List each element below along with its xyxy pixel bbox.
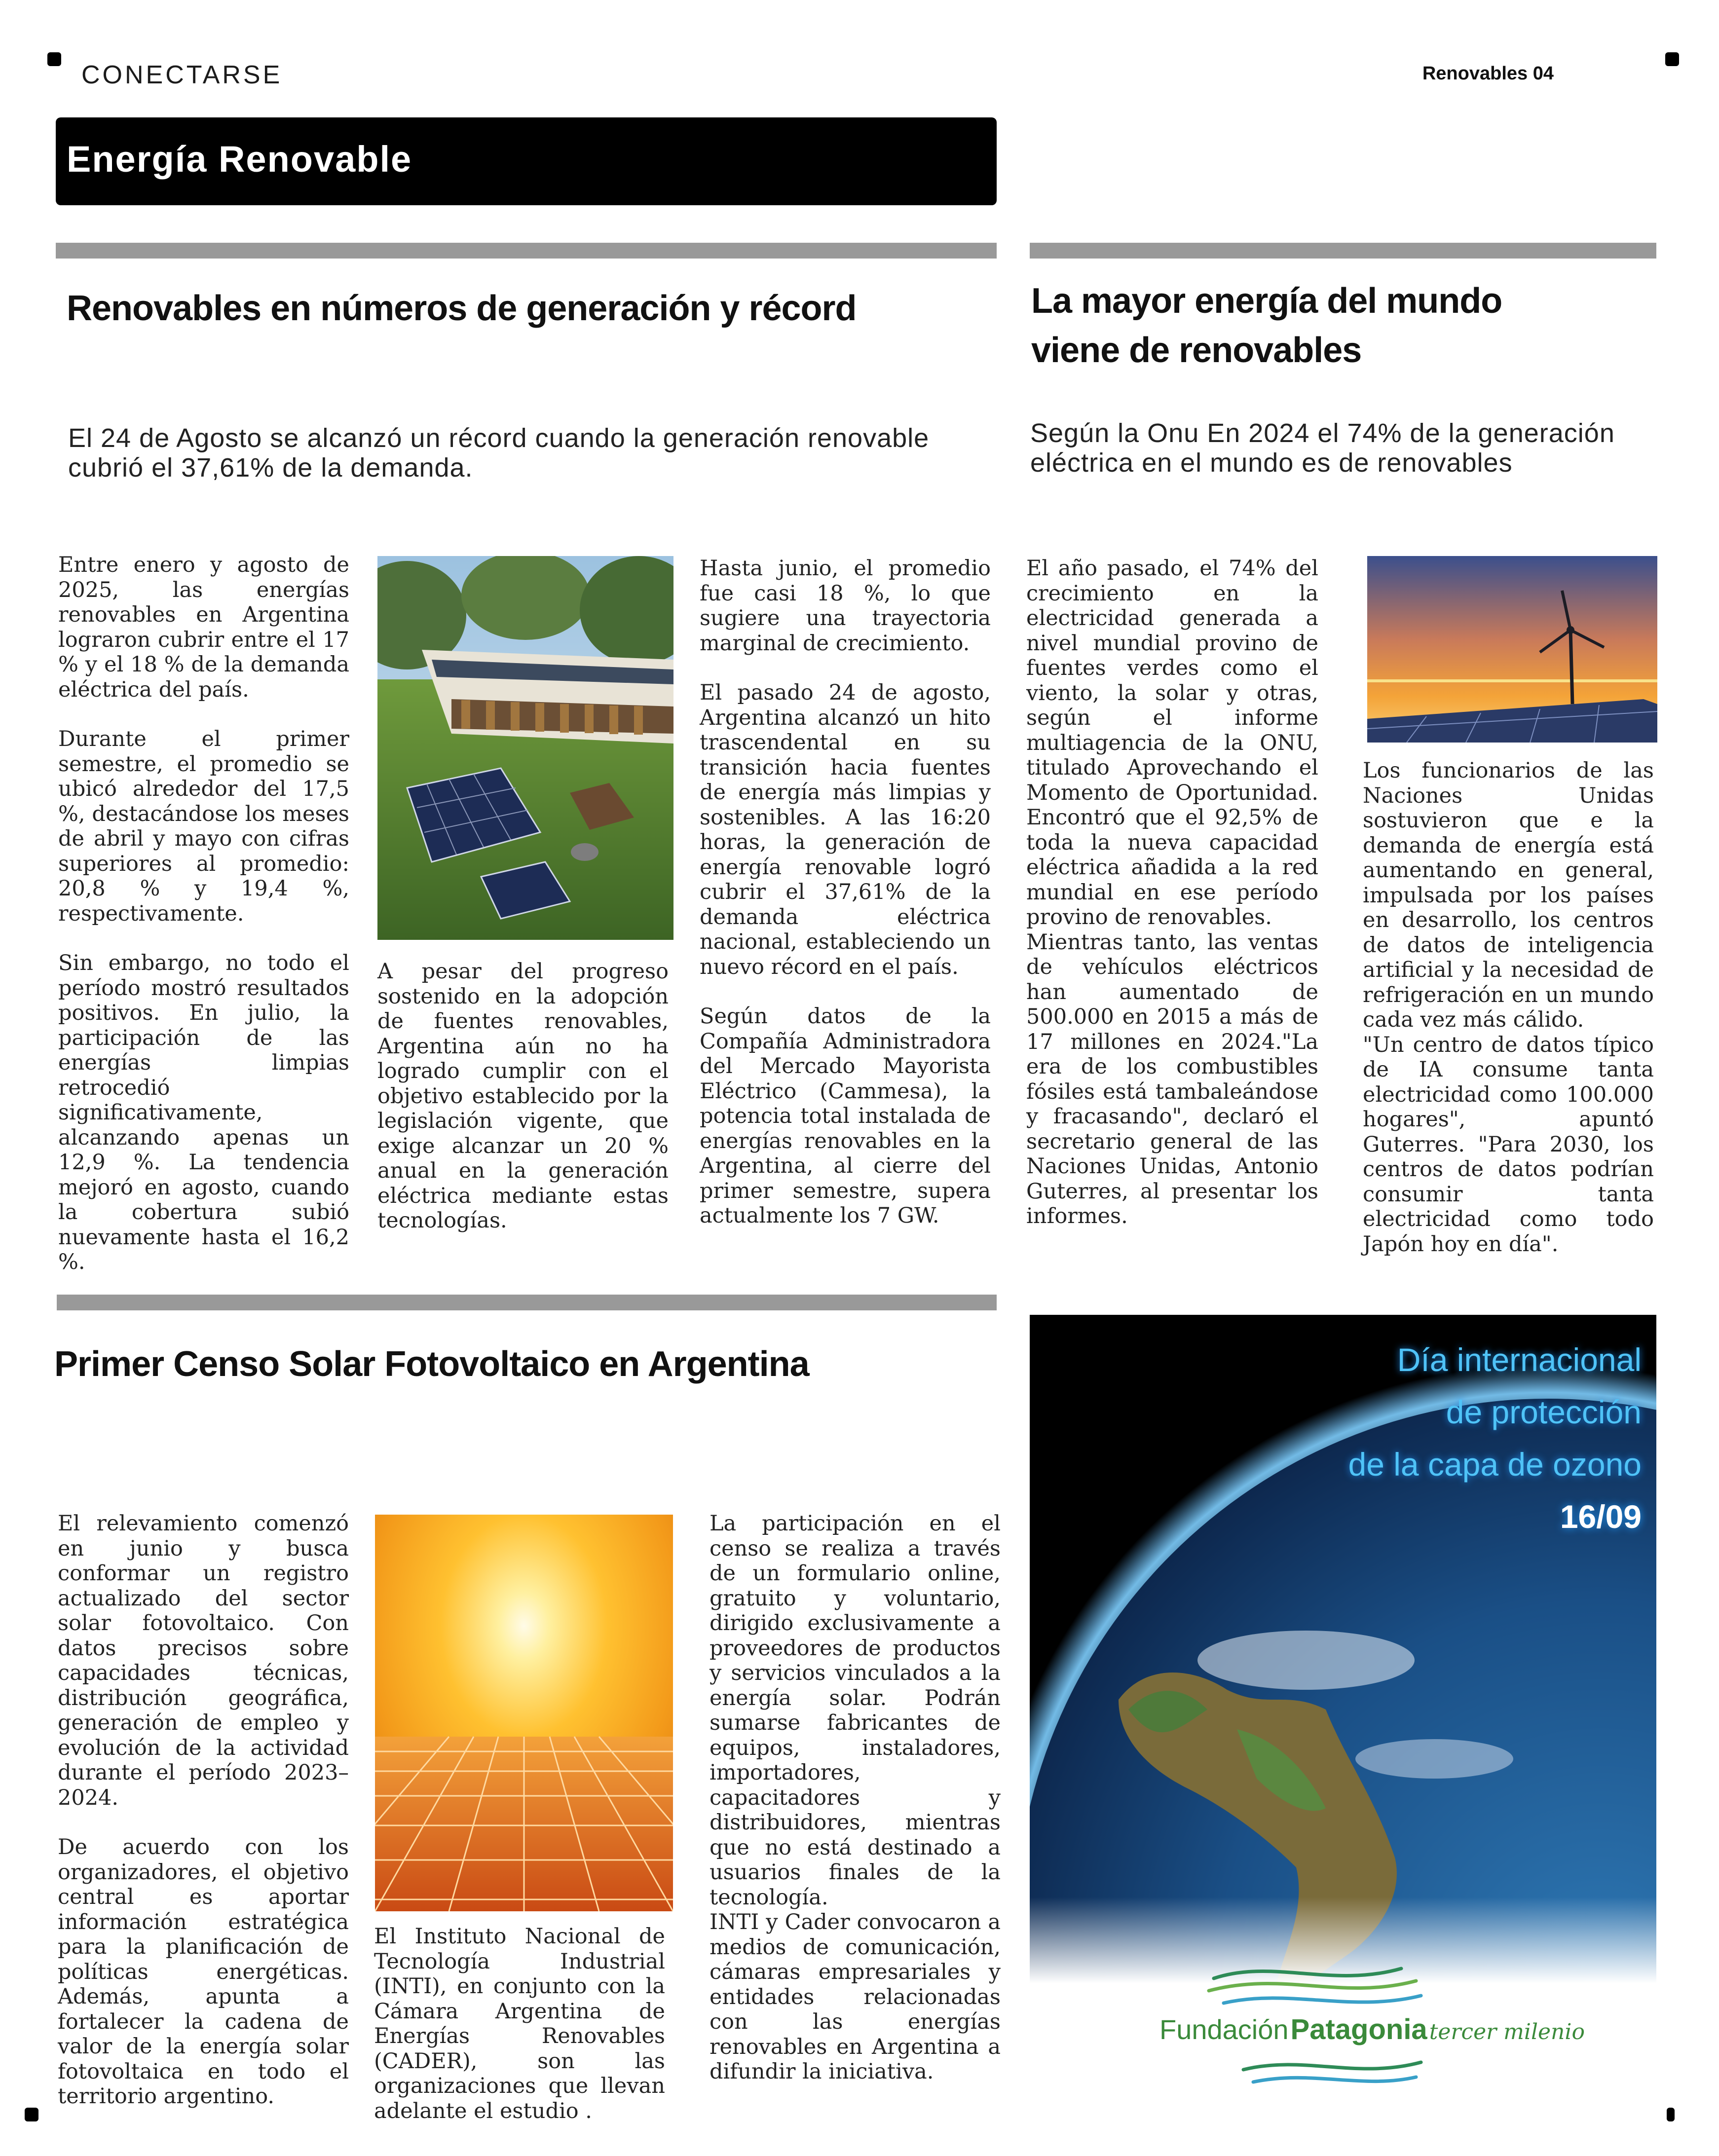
page-label: Renovables 04 (1422, 63, 1554, 84)
article3-column3 (710, 1511, 1001, 2109)
fundacion-patagonia-logo (1125, 1949, 1585, 2097)
rule-article1 (56, 243, 997, 259)
article1-title: Renovables en números de generación y récord (67, 289, 857, 328)
article1-col1-p3: Sin embargo, no todo el período mostró resultados positivos. En julio, la participación de las energías limpias retrocedió significativamente, alcanzando apenas un 12,9 %. La tendencia mejoró en agosto, cuando la cobertura subió nuevamente hasta el 16,2 %. (58, 951, 349, 1274)
org-name: Patagonia (1290, 2013, 1427, 2045)
banner-line3: de la capa de ozono (1348, 1446, 1642, 1483)
article3-col2-p1: El Instituto Nacional de Tecnología Industrial (INTI), en conjunto con la Cámara Argentina de Energías Renovables (CADER), son las organizaciones que llevan adelante el estudio . (374, 1924, 665, 2123)
article1-column1 (58, 553, 349, 1300)
corner-mark-bottom-left (25, 2108, 38, 2121)
wind-turbine-illustration (1367, 556, 1657, 743)
article2-col2-p1: Los funcionarios de las Naciones Unidas sostuvieron que e la demanda de energía está aumentando en general, impulsada por los países en desarrollo, los centros de datos de inteligencia artificial y la necesidad de refrigeración en un mundo cada vez más cálido. (1363, 758, 1654, 1032)
sun-solar-panels-photo (375, 1515, 673, 1911)
section-title: Energía Renovable (67, 139, 412, 180)
corner-mark-top-right (1665, 52, 1679, 66)
article2-col2-p2: "Un centro de datos típico de IA consume tanta electricidad como 100.000 hogares", apuntó Guterres. "Para 2030, los centros de datos podrían consumir tanta electricidad como todo Japón hoy en día". (1363, 1032, 1654, 1257)
solar-building-illustration (377, 556, 673, 940)
article3-col3-p2: INTI y Cader convocaron a medios de comunicación, cámaras empresariales y entidades relacionadas con las energías renovables en Argentina a difundir la iniciativa. (710, 1910, 1001, 2084)
article1-col1-p1: Entre enero y agosto de 2025, las energías renovables en Argentina lograron cubrir entre el 17 % y el 18 % de la demanda eléctrica del país. (58, 553, 349, 702)
banner-line1: Día internacional (1397, 1341, 1642, 1378)
article2-lead: Según la Onu En 2024 el 74% de la generación eléctrica en el mundo es de renovables (1030, 418, 1615, 478)
article3-col1-p2: De acuerdo con los organizadores, el objetivo central es aportar información estratégica para la planificación de políticas energéticas. Además, apunta a fortalecer la cadena de valor de la energía solar fotovoltaica en todo el territorio argentino. (58, 1835, 349, 2109)
article1-column2 (377, 959, 669, 1258)
article2-col1-p1: El año pasado, el 74% del crecimiento en la electricidad generada a nivel mundial provino de fuentes verdes como el viento, la solar y otras, según el informe multiagencia de la ONU, titulado Aprovechando el Momento de Oportunidad. Encontró que el 92,5% de toda la nueva capacidad eléctrica añadida a la red mundial en ese período provino de renovables. (1026, 556, 1318, 929)
ozone-day-banner (1030, 1315, 1656, 1983)
sun-solar-panels-illustration (375, 1515, 673, 1911)
solar-building-photo (377, 556, 673, 940)
article1-col2-p1: A pesar del progreso sostenido en la adopción de fuentes renovables, Argentina aún no ha logrado cumplir con el objetivo establecido por la legislación vigente, que exige alcanzar un 20 % anual en la generación eléctrica mediante estas tecnologías. (377, 959, 669, 1233)
article1-col3-p3: Según datos de la Compañía Administradora del Mercado Mayorista Eléctrico (Cammesa), la potencia total instalada de energías renovables en la Argentina, al cierre del primer semestre, supera actualmente los 7 GW. (700, 1004, 991, 1228)
org-prefix: Fundación (1159, 2014, 1289, 2045)
article3-col3-p1: La participación en el censo se realiza a través de un formulario online, gratuito y voluntario, dirigido exclusivamente a proveedores de productos y servicios vinculados a la energía solar. Podrán sumarse fabricantes de equipos, instaladores, importadores, capacitadores y distribuidores, mientras que no está destinado a usuarios finales de la tecnología. (710, 1511, 1001, 1910)
corner-mark-top-left (47, 52, 61, 66)
article1-col1-p2: Durante el primer semestre, el promedio se ubicó alrededor del 17,5 %, destacándose los meses de abril y mayo con cifras superiores al promedio: 20,8 % y 19,4 %, respectivamente. (58, 727, 349, 926)
article3-column1 (58, 1511, 349, 2134)
article2-column2 (1363, 758, 1654, 1281)
article2-column1 (1026, 556, 1318, 1254)
rule-article2 (1030, 243, 1656, 259)
org-suffix: tercer milenio (1429, 2019, 1585, 2044)
fundacion-patagonia-wordmark (1159, 2013, 1585, 2046)
article1-col3-p1: Hasta junio, el promedio fue casi 18 %, lo que sugiere una trayectoria marginal de crecimiento. (700, 556, 991, 656)
article2-col1-p2: Mientras tanto, las ventas de vehículos eléctricos han aumentado de 500.000 en 2015 a más de 17 millones en 2024."La era de los combustibles fósiles está tambaleándose y fracasando", declaró el secretario general de las Naciones Unidas, Antonio Guterres, al presentar los informes. (1026, 929, 1318, 1228)
article1-col3-p2: El pasado 24 de agosto, Argentina alcanzó un hito trascendental en su transición hacia fuentes de energía más limpias y sostenibles. A las 16:20 horas, la generación de energía renovable logró cubrir el 37,61% de la demanda eléctrica nacional, estableciendo un nuevo récord en el país. (700, 680, 991, 979)
wind-turbine-photo (1367, 556, 1657, 743)
article1-lead: El 24 de Agosto se alcanzó un récord cuando la generación renovable cubrió el 37,61% de la demanda. (68, 423, 930, 483)
article1-column3 (700, 556, 991, 1253)
rule-article3 (57, 1295, 997, 1310)
banner-line2: de protección (1446, 1394, 1642, 1430)
banner-date: 16/09 (1560, 1498, 1642, 1535)
article3-col1-p1: El relevamiento comenzó en junio y busca conformar un registro actualizado del sector solar fotovoltaico. Con datos precisos sobre capacidades técnicas, distribución geográfica, generación de empleo y evolución de la actividad durante el período 2023–2024. (58, 1511, 349, 1810)
banner-title (1049, 1334, 1642, 1543)
article3-title: Primer Censo Solar Fotovoltaico en Argentina (54, 1344, 809, 1384)
article2-title (1031, 276, 1648, 375)
article3-column2 (374, 1924, 665, 2148)
article2-title-line2: viene de renovables (1031, 331, 1362, 370)
article2-title-line1: La mayor energía del mundo (1031, 281, 1502, 321)
corner-mark-bottom-right (1667, 2108, 1675, 2121)
section-title-bar (56, 117, 997, 205)
conectarse-logo: CONECTARSE (81, 61, 283, 89)
